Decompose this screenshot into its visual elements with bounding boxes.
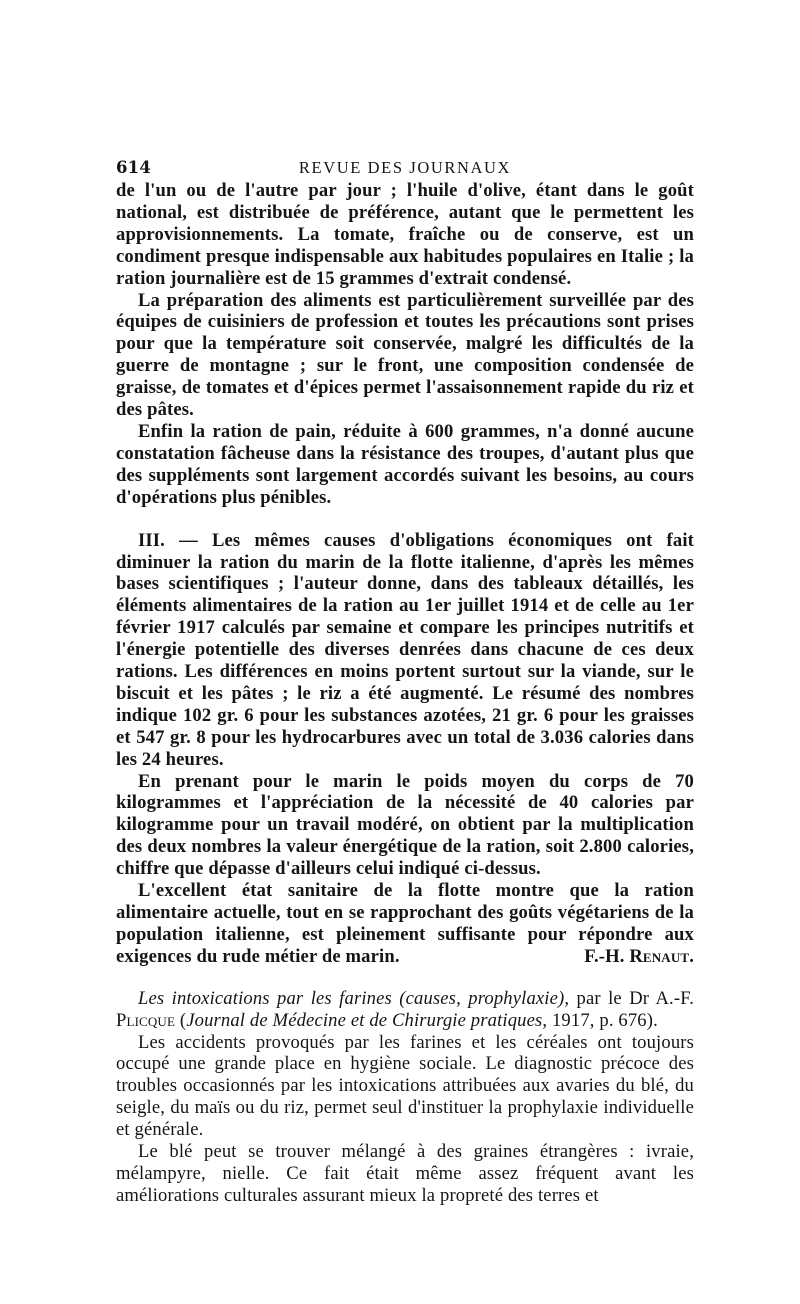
author-signature: F.-H. Renaut. [584,945,694,967]
review-source-open: ( [179,1009,187,1031]
review-journal: Journal de Médecine et de Chirurgie pratiques [186,1009,543,1031]
paragraph-continuation: de l'un ou de l'autre par jour ; l'huile d'olive, étant dans le goût national, est distribuée de préférence, autant que le permettent les approvisionnements. La tomate, fraîche ou de conserve, est un condiment presque indispensable aux habitudes populaires en Italie ; la ration journalière est de 15 grammes d'extrait condensé. [116,180,694,289]
review-title: Les intoxications par les farines (causes, prophylaxie), [138,987,570,1009]
paragraph-preparation: La préparation des aliments est particulièrement surveillée par des équipes de cuisiniers de profession et toutes les précautions sont prises pour que la température soit conservée, malgré les difficultés de la guerre de montagne ; sur le front, une composition condensée de graisse, de tomates et d'épices permet l'assaisonnement rapide du riz et des pâtes. [116,289,694,421]
page-number: 614 [116,158,152,177]
paragraph-bread-ration: Enfin la ration de pain, réduite à 600 grammes, n'a donné aucune constatation fâcheuse dans la résistance des troupes, d'autant plus que des suppléments sont largement accordés suivant les besoins, au cours d'opérations plus pénibles. [116,420,694,508]
paragraph-energy-calc: En prenant pour le marin le poids moyen du corps de 70 kilogrammes et l'appréciation de la nécessité de 40 calories par kilogramme pour un travail modéré, on obtient par la multiplication des deux nombres la valeur énergétique de la ration, soit 2.800 calories, chiffre que dépasse d'ailleurs celui indiqué ci-dessus. [116,770,694,880]
paragraph-wheat-mixture: Le blé peut se trouver mélangé à des graines étrangères : ivraie, mélampyre, nielle. Ce fait était même assez fréquent avant les améliorations culturales assurant mieux la propreté des terres et [116,1141,694,1206]
review-author: Plicque [116,1009,176,1031]
paragraph-section-iii: III. — Les mêmes causes d'obligations économiques ont fait diminuer la ration du marin de la flotte italienne, d'après les mêmes bases scientifiques ; l'auteur donne, dans des tableaux détaillés, les éléments alimentaires de la ration au 1er juillet 1914 et de celle au 1er février 1917 calculés par semaine et compare les principes nutritifs et l'énergie potentielle des diverses denrées dans chacune de ces deux rations. Les différences en moins portent surtout sur la viande, sur le biscuit et les pâtes ; le riz a été augmenté. Le résumé des nombres indique 102 gr. 6 pour les substances azotées, 21 gr. 6 pour les graisses et 547 gr. 8 pour les hydrocarbures avec un total de 3.036 calories dans les 24 heures. [116,529,694,770]
paragraph-flour-accidents: Les accidents provoqués par les farines et les céréales ont toujours occupé une grande place en hygiène sociale. Le diagnostic précoce des troubles occasionnés par les intoxications attribuées aux avaries du blé, du seigle, du maïs ou du riz, permet seul d'instituer la prophylaxie individuelle et générale. [116,1031,694,1141]
review-by: par le Dr A.-F. [576,987,694,1009]
review-source-rest: , 1917, p. 676). [542,1009,658,1031]
article-body [116,180,694,1207]
review-heading [116,988,694,1032]
paragraph-sanitary-state [116,880,694,968]
journal-title: REVUE DES JOURNAUX [298,158,512,177]
running-head [116,150,694,180]
document-page [116,150,694,1207]
paragraph-sanitary-text: L'excellent état sanitaire de la flotte montre que la ration alimentaire actuelle, tout en se rapprochant des goûts végétariens de la population italienne, est pleinement suffisante pour répondre aux exigences du rude métier de marin. [116,880,694,967]
